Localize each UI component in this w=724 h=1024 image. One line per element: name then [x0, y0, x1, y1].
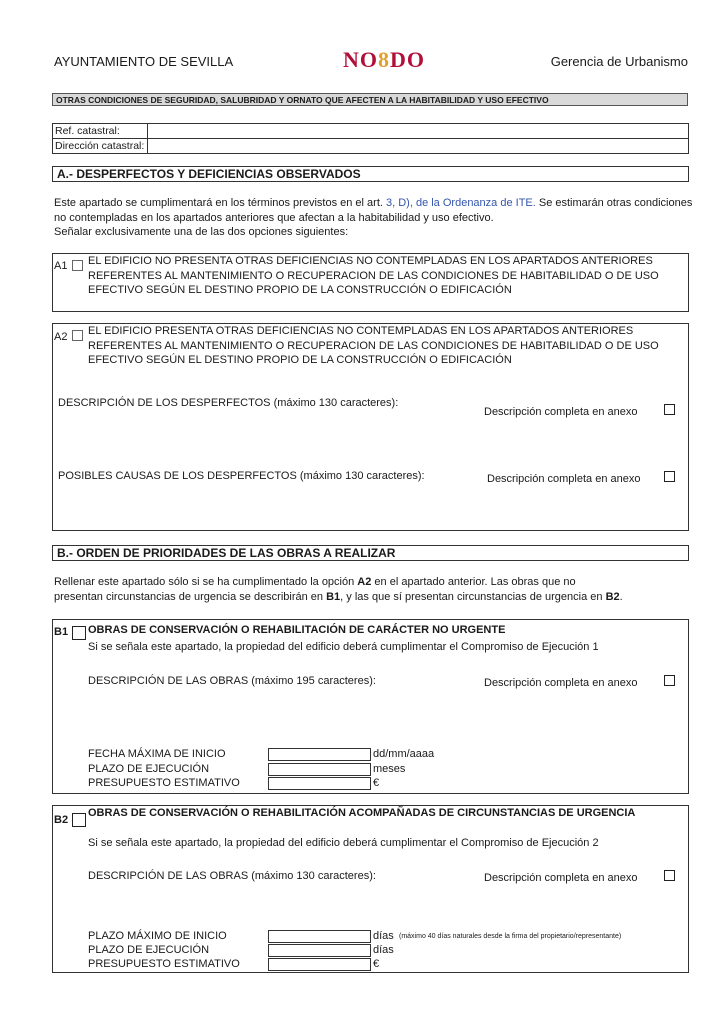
option-b2-label: B2	[54, 814, 69, 826]
option-a2-label: A2	[54, 331, 68, 343]
b1-presupuesto-field[interactable]	[268, 777, 371, 790]
b2-anexo-label: Descripción completa en anexo	[484, 872, 638, 884]
option-a2-checkbox[interactable]	[72, 330, 83, 341]
option-a2-box	[52, 323, 689, 531]
b2-plazo-unit: días	[373, 944, 394, 956]
option-b2-box	[52, 805, 689, 973]
b2-presupuesto-field[interactable]	[268, 958, 371, 971]
b1-fecha-label: FECHA MÁXIMA DE INICIO	[88, 748, 226, 760]
logo-do: DO	[390, 47, 425, 72]
b2-anexo-checkbox[interactable]	[664, 870, 675, 881]
ordenanza-link[interactable]: 3, D), de la Ordenanza de ITE.	[386, 197, 536, 209]
option-a1-text: EL EDIFICIO NO PRESENTA OTRAS DEFICIENCIAS NO CONTEMPLADAS EN LOS APARTADOS ANTERIORES REFERENTES AL MANTENIMIENTO O RECUPERACION DE LAS CONDICIONES DE HABITABILIDAD O DE USO EFECTIVO SEGÚN EL DESTINO PROPIO DE LA CONSTRUCCIÓN O EDIFICACIÓN	[88, 255, 659, 296]
b2-inicio-unit: días	[373, 930, 394, 942]
causas-anexo-label: Descripción completa en anexo	[487, 473, 641, 485]
ref-catastral-label: Ref. catastral:	[53, 124, 148, 139]
option-b1-title: OBRAS DE CONSERVACIÓN O REHABILITACIÓN DE CARÁCTER NO URGENTE	[88, 624, 506, 636]
b2-inicio-label: PLAZO MÁXIMO DE INICIO	[88, 930, 227, 942]
header-organization: AYUNTAMIENTO DE SEVILLA	[54, 54, 234, 69]
b1-plazo-unit: meses	[373, 763, 406, 775]
section-b-intro-period: .	[619, 590, 623, 603]
logo-no: NO	[343, 47, 378, 72]
desperfectos-description-label: DESCRIPCIÓN DE LOS DESPERFECTOS (máximo 130 caracteres):	[58, 397, 399, 409]
section-b-intro-text-3: presentan circunstancias de urgencia se describirán en	[54, 590, 324, 603]
b2-presupuesto-unit: €	[373, 958, 380, 970]
option-b1-box	[52, 619, 689, 794]
b1-plazo-field[interactable]	[268, 763, 371, 776]
section-heading-bar: OTRAS CONDICIONES DE SEGURIDAD, SALUBRIDAD Y ORNATO QUE AFECTEN A LA HABITABILIDAD Y USO EFECTIVO	[52, 93, 688, 106]
section-b-title: B.- ORDEN DE PRIORIDADES DE LAS OBRAS A REALIZAR	[52, 545, 689, 561]
desperfectos-anexo-label: Descripción completa en anexo	[484, 406, 638, 418]
section-b-intro	[54, 575, 694, 604]
desperfectos-anexo-checkbox[interactable]	[664, 404, 675, 415]
no8do-logo	[343, 47, 425, 73]
b1-presupuesto-label: PRESUPUESTO ESTIMATIVO	[88, 777, 240, 789]
section-b-intro-text: Rellenar este apartado sólo si se ha cumplimentado la opción	[54, 576, 355, 588]
direccion-catastral-field[interactable]	[148, 139, 689, 154]
b1-anexo-label: Descripción completa en anexo	[484, 677, 638, 689]
section-a-intro-text-2: Se estimarán otras condiciones no contempladas en los apartados anteriores que afectan a la habitabilidad y uso efectivo.	[54, 197, 693, 224]
option-b2-checkbox[interactable]	[72, 813, 86, 827]
logo-eight: 8	[378, 47, 390, 72]
b2-plazo-field[interactable]	[268, 944, 371, 957]
option-b1-checkbox[interactable]	[72, 626, 86, 640]
ref-catastral-field[interactable]	[148, 124, 689, 139]
b1-description-label: DESCRIPCIÓN DE LAS OBRAS (máximo 195 caracteres):	[88, 675, 376, 687]
option-b1-note: Si se señala este apartado, la propiedad del edificio deberá cumplimentar el Compromiso de Ejecución 1	[88, 641, 599, 653]
section-a-intro-text-3: Señalar exclusivamente una de las dos opciones siguientes:	[54, 226, 349, 238]
b2-plazo-label: PLAZO DE EJECUCIÓN	[88, 944, 210, 956]
section-b-intro-a2: A2	[357, 576, 372, 588]
b2-presupuesto-label: PRESUPUESTO ESTIMATIVO	[88, 958, 240, 970]
option-b2-note: Si se señala este apartado, la propiedad del edificio deberá cumplimentar el Compromiso de Ejecución 2	[88, 837, 599, 849]
b2-inicio-field[interactable]	[268, 930, 371, 943]
section-b-intro-b2: B2	[605, 590, 620, 603]
option-b2-title: OBRAS DE CONSERVACIÓN O REHABILITACIÓN ACOMPAÑADAS DE CIRCUNSTANCIAS DE URGENCIA	[88, 807, 636, 819]
causas-anexo-checkbox[interactable]	[664, 471, 675, 482]
b1-fecha-unit: dd/mm/aaaa	[373, 748, 435, 760]
causas-description-label: POSIBLES CAUSAS DE LOS DESPERFECTOS (máximo 130 caracteres):	[58, 470, 425, 482]
b1-anexo-checkbox[interactable]	[664, 675, 675, 686]
b1-plazo-label: PLAZO DE EJECUCIÓN	[88, 763, 210, 775]
b2-inicio-note: (máximo 40 días naturales desde la firma del propietario/representante)	[399, 933, 622, 940]
b1-fecha-field[interactable]	[268, 748, 371, 761]
option-b1-label: B1	[54, 626, 69, 638]
option-a2-text: EL EDIFICIO PRESENTA OTRAS DEFICIENCIAS NO CONTEMPLADAS EN LOS APARTADOS ANTERIORES REFERENTES AL MANTENIMIENTO O RECUPERACION DE LAS CONDICIONES DE HABITABILIDAD O DE USO EFECTIVO SEGÚN EL DESTINO PROPIO DE LA CONSTRUCCIÓN O EDIFICACIÓN	[88, 325, 659, 366]
reference-table	[52, 123, 689, 154]
direccion-catastral-label: Dirección catastral:	[53, 139, 148, 154]
option-a1-label: A1	[54, 260, 68, 272]
header-department: Gerencia de Urbanismo	[550, 54, 688, 69]
section-a-intro-text: Este apartado se cumplimentará en los términos previstos en el art.	[54, 197, 383, 209]
section-b-intro-text-2: en el apartado anterior. Las obras que no	[374, 576, 576, 588]
section-b-intro-b1: B1	[326, 590, 341, 603]
section-a-intro	[54, 196, 694, 240]
option-a1-checkbox[interactable]	[72, 260, 83, 271]
b1-presupuesto-unit: €	[373, 777, 380, 789]
b2-description-label: DESCRIPCIÓN DE LAS OBRAS (máximo 130 caracteres):	[88, 870, 376, 882]
option-a1-box	[52, 253, 689, 312]
section-b-intro-text-4: , y las que sí presentan circunstancias de urgencia en	[340, 590, 603, 603]
section-a-title: A.- DESPERFECTOS Y DEFICIENCIAS OBSERVADOS	[52, 166, 689, 182]
